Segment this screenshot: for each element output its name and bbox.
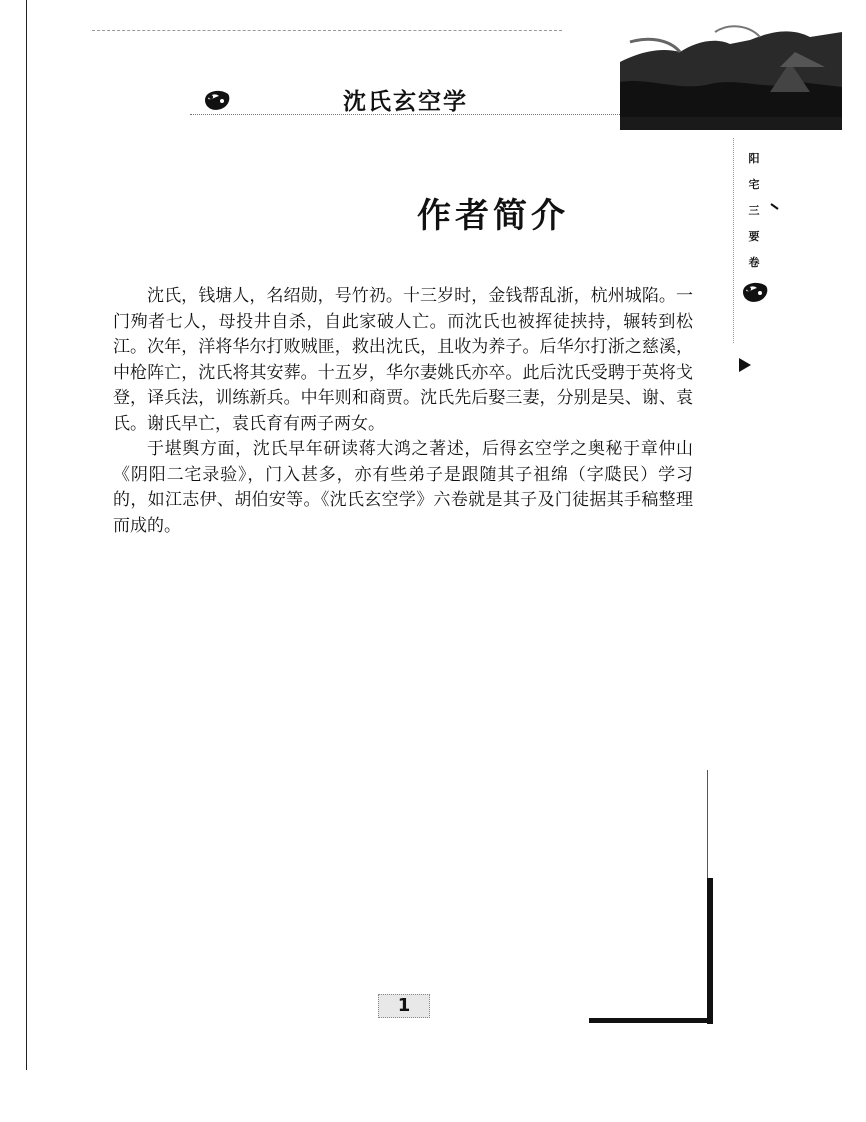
triangle-right-icon [738,357,752,373]
paragraph: 于堪舆方面，沈氏早年研读蒋大鸿之著述，后得玄空学之奥秘于章仲山《阴阳二宅录验》，门入甚多，亦有些弟子是跟随其子祖绵（字瓞民）学习的，如江志伊、胡伯安等。《沈氏玄空学》六卷就是其子及门徒据其手稿整理而成的。 [113,439,693,536]
top-dashed-line [92,30,562,31]
yin-yang-icon [202,86,232,112]
side-tab-char: 卷 [748,256,760,269]
page-title: 作者简介 [417,196,569,236]
side-tab-char: 宅 [748,178,760,191]
paragraph: 沈氏，钱塘人，名绍勋，号竹礽。十三岁时，金钱帮乱浙，杭州城陷。一门殉者七人，母投井自杀，自此家破人亡。而沈氏也被挥徒挟持，辗转到松江。次年，洋将华尔打败贼匪，救出沈氏，且收为养子。后华尔打浙之慈溪，中枪阵亡，沈氏将其安葬。十五岁，华尔妻姚氏亦卒。此后沈氏受聘于英将戈登，译兵法，训练新兵。中年则和商贾。沈氏先后娶三妻，分别是吴、谢、袁氏。谢氏早亡，袁氏育有两子两女。 [113,286,693,434]
bottom-rule [589,1018,713,1023]
side-tab-char: 阳 [748,152,760,165]
running-header-title: 沈氏玄空学 [343,88,468,115]
page-number: 1 [378,994,430,1018]
scan-border [26,0,27,1070]
landscape-photo [620,22,842,130]
side-dotted-rule [733,138,734,343]
right-thick-rule [707,878,713,1024]
side-tab-char: 要 [748,230,760,243]
side-tab-char: 三 [748,204,760,217]
header-rule [190,114,620,115]
right-thin-rule [707,770,708,878]
body-text [113,284,693,539]
yin-yang-icon [740,278,770,304]
